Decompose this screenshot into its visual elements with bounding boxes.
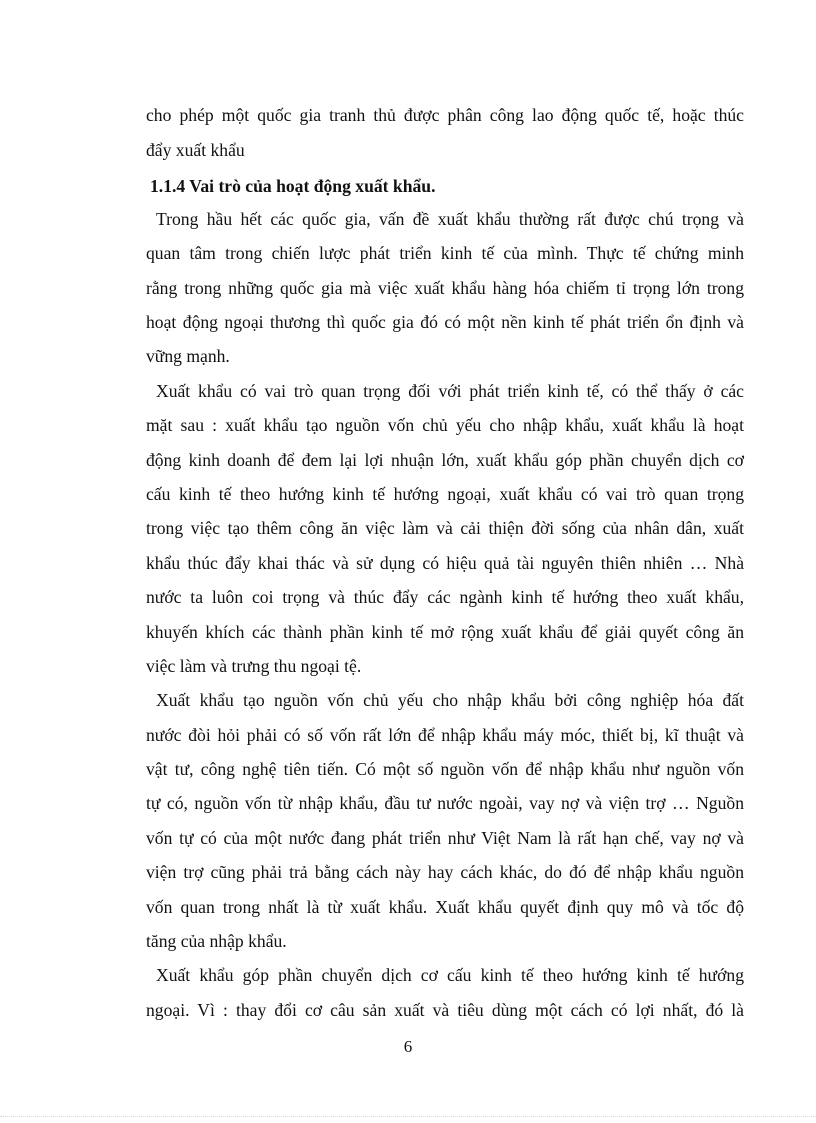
- text-line: khuyến khích các thành phần kinh tế mở rộng xuất khẩu để giải quyết công ăn: [146, 622, 744, 642]
- text-line: hoạt động ngoại thương thì quốc gia đó có một nền kinh tế phát triển ổn định và: [146, 312, 744, 332]
- text-line: khẩu thúc đẩy khai thác và sử dụng có hiệu quả tài nguyên thiên nhiên … Nhà: [146, 553, 744, 573]
- text-line: vững mạnh.: [146, 346, 230, 366]
- text-line: việc làm và trưng thu ngoại tệ.: [146, 656, 362, 676]
- text-line: quan tâm trong chiến lược phát triển kinh tế của mình. Thực tế chứng minh: [146, 243, 744, 263]
- text-line: viện trợ cũng phải trả bằng cách này hay cách khác, do đó để nhập khẩu nguồn: [146, 862, 744, 882]
- text-line: nước đòi hỏi phải có số vốn rất lớn để nhập khẩu máy móc, thiết bị, kĩ thuật và: [146, 725, 744, 745]
- text-line: vật tư, công nghệ tiên tiến. Có một số nguồn vốn để nhập khẩu như nguồn vốn: [146, 759, 744, 779]
- text-line: tăng của nhập khẩu.: [146, 931, 287, 951]
- text-line: động kinh doanh để đem lại lợi nhuận lớn, xuất khẩu góp phần chuyển dịch cơ: [146, 450, 744, 470]
- text-line: cấu kinh tế theo hướng kinh tế hướng ngoại, xuất khẩu có vai trò quan trọng: [146, 484, 744, 504]
- text-line: Xuất khẩu góp phần chuyển dịch cơ cấu kinh tế theo hướng kinh tế hướng: [156, 965, 744, 985]
- text-line: rằng trong những quốc gia mà việc xuất khẩu hàng hóa chiếm tỉ trọng lớn trong: [146, 278, 744, 298]
- text-line: Trong hầu hết các quốc gia, vấn đề xuất khẩu thường rất được chú trọng và: [156, 209, 744, 229]
- text-line: ngoại. Vì : thay đổi cơ câu sản xuất và tiêu dùng một cách có lợi nhất, đó là: [146, 1000, 744, 1020]
- text-line: cho phép một quốc gia tranh thủ được phân công lao động quốc tế, hoặc thúc: [146, 105, 744, 125]
- text-line: nước ta luôn coi trọng và thúc đẩy các ngành kinh tế hướng theo xuất khẩu,: [146, 587, 744, 607]
- text-line: đẩy xuất khẩu: [146, 140, 245, 160]
- text-line: Xuất khẩu tạo nguồn vốn chủ yếu cho nhập khẩu bởi công nghiệp hóa đất: [156, 690, 744, 710]
- text-line: vốn quan trong nhất là từ xuất khẩu. Xuất khẩu quyết định quy mô và tốc độ: [146, 897, 744, 917]
- text-line: vốn tự có của một nước đang phát triển như Việt Nam là rất hạn chế, vay nợ và: [146, 828, 744, 848]
- page-number: 6: [403, 1037, 413, 1056]
- text-line: tự có, nguồn vốn từ nhập khẩu, đầu tư nước ngoài, vay nợ và viện trợ … Nguồn: [146, 793, 744, 813]
- text-line: Xuất khẩu có vai trò quan trọng đối với phát triển kinh tế, có thể thấy ở các: [156, 381, 744, 401]
- footer-divider: [0, 1116, 816, 1117]
- text-line: mặt sau : xuất khẩu tạo nguồn vốn chủ yếu cho nhập khẩu, xuất khẩu là hoạt: [146, 415, 744, 435]
- text-line: trong việc tạo thêm công ăn việc làm và cải thiện đời sống của nhân dân, xuất: [146, 518, 744, 538]
- section-heading: 1.1.4 Vai trò của hoạt động xuất khẩu.: [150, 176, 436, 196]
